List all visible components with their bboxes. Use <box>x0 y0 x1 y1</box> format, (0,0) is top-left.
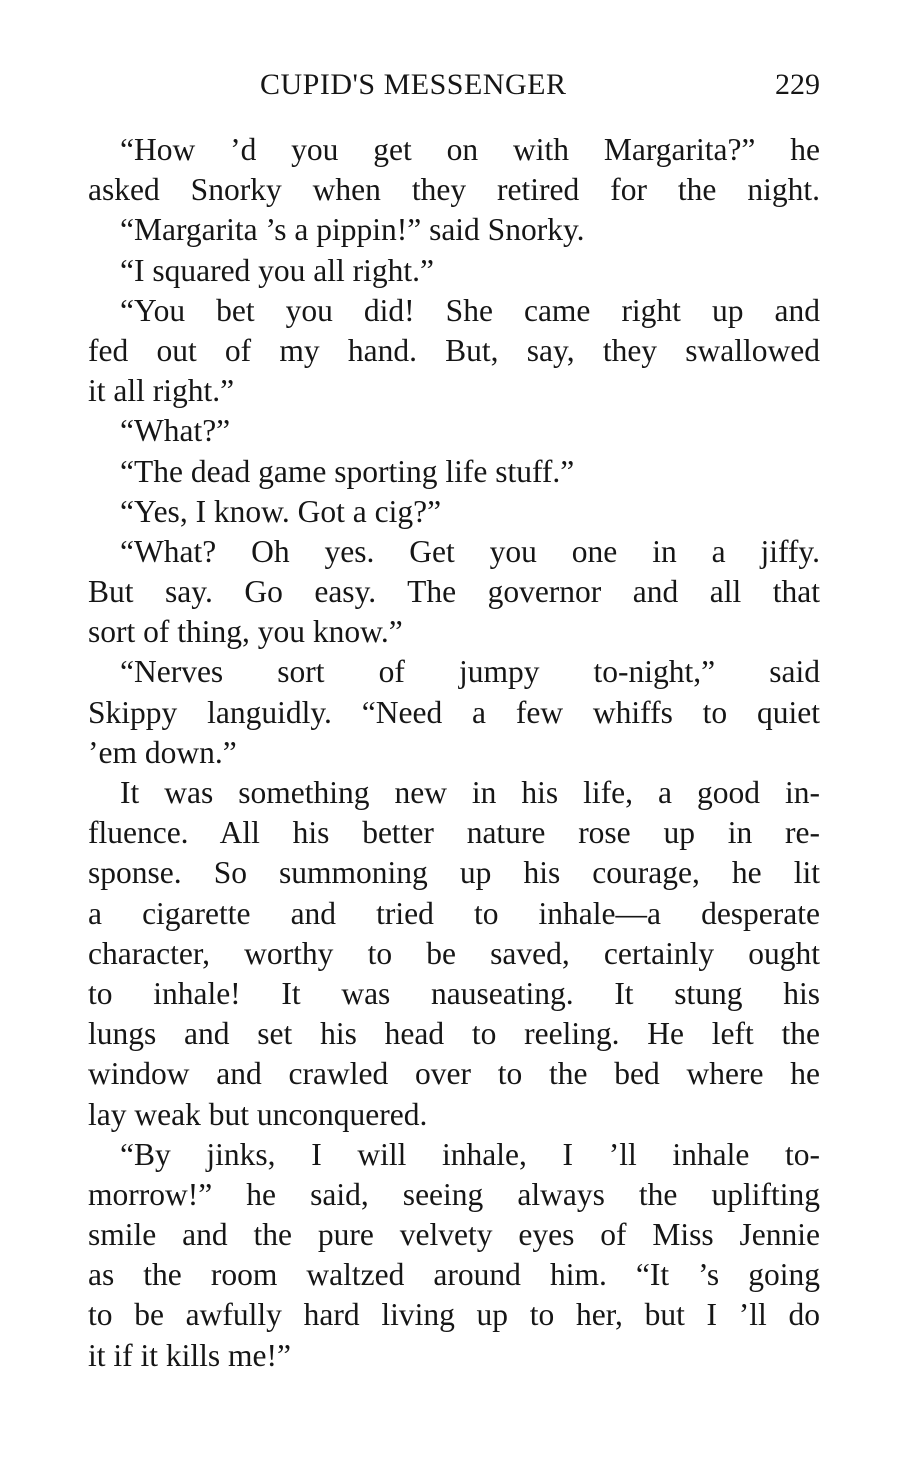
text-line: sort of thing, you know.” <box>88 614 403 650</box>
text-line: as the room waltzed around him. “It ’s going <box>88 1257 820 1293</box>
text-line: “How ’d you get on with Margarita?” he <box>120 132 820 167</box>
text-line: a cigarette and tried to inhale—a desperate <box>88 895 820 931</box>
running-title: CUPID'S MESSENGER <box>260 68 567 101</box>
text-line: morrow!” he said, seeing always the uplifting <box>88 1176 820 1212</box>
text-line: to be awfully hard living up to her, but I ’ll do <box>88 1297 820 1333</box>
text-line: “Yes, I know. Got a cig?” <box>120 493 442 529</box>
text-line: it if it kills me!” <box>88 1337 291 1373</box>
body-text <box>88 130 820 1376</box>
text-line: to inhale! It was nauseating. It stung his <box>88 975 820 1011</box>
text-line: fluence. All his better nature rose up in re- <box>88 815 820 851</box>
running-head <box>88 68 820 108</box>
text-line: asked Snorky when they retired for the night. <box>88 172 820 208</box>
text-line: “Margarita ’s a pippin!” said Snorky. <box>120 212 585 248</box>
text-line: “By jinks, I will inhale, I ’ll inhale to- <box>120 1136 820 1172</box>
text-line: “What?” <box>120 413 231 449</box>
text-line: fed out of my hand. But, say, they swallowed <box>88 332 820 368</box>
page-number: 229 <box>775 68 820 101</box>
text-line: it all right.” <box>88 373 235 409</box>
text-line: It was something new in his life, a good in- <box>120 775 820 810</box>
text-line: “I squared you all right.” <box>120 252 435 288</box>
text-line: ’em down.” <box>88 734 237 770</box>
text-line: “What? Oh yes. Get you one in a jiffy. <box>120 533 820 569</box>
text-line: But say. Go easy. The governor and all that <box>88 574 820 610</box>
text-line: window and crawled over to the bed where he <box>88 1056 820 1092</box>
text-line: “You bet you did! She came right up and <box>120 292 820 328</box>
text-line: lay weak but unconquered. <box>88 1096 428 1132</box>
text-line: “Nerves sort of jumpy to-night,” said <box>120 654 820 690</box>
text-line: smile and the pure velvety eyes of Miss Jennie <box>88 1217 820 1253</box>
text-line: lungs and set his head to reeling. He left the <box>88 1016 820 1052</box>
text-line: “The dead game sporting life stuff.” <box>120 453 575 489</box>
text-line: Skippy languidly. “Need a few whiffs to quiet <box>88 694 820 730</box>
text-line: sponse. So summoning up his courage, he lit <box>88 855 820 891</box>
text-line: character, worthy to be saved, certainly ought <box>88 935 820 971</box>
